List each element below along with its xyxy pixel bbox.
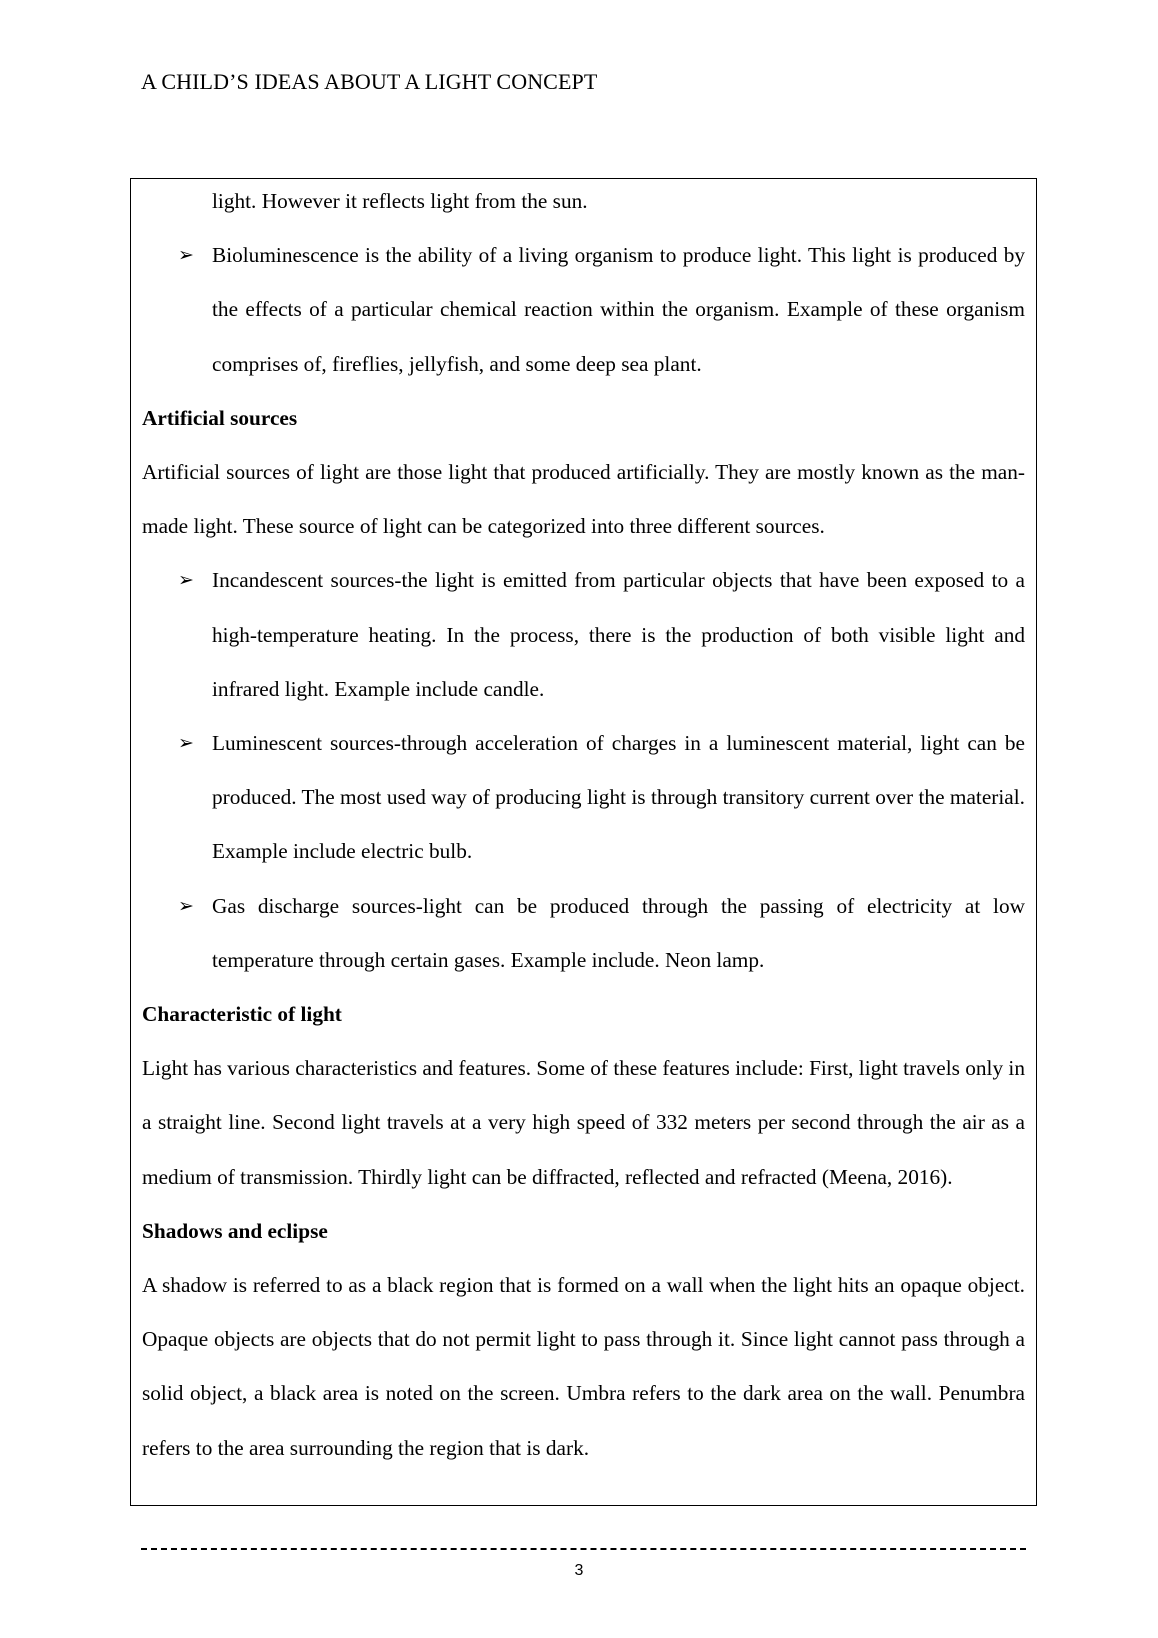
paragraph-shadows: A shadow is referred to as a black region that is formed on a wall when the light hits an opaque object. Opaque objects are objects that do not permit light to pass through it. Since light cannot pass through a solid object, a black area is noted on the screen. Umbra refers to the dark area on the wall. Penumbra refers to the area surrounding the region that is dark. [142,1273,1025,1460]
arrow-bullet-icon: ➢ [178,569,194,592]
content-frame [130,178,1037,1506]
footer-dashed-rule [141,1548,1026,1550]
paragraph-characteristics: Light has various characteristics and features. Some of these features include: First, light travels only in a straight line. Second light travels at a very high speed of 332 meters per second through the air as a medium of transmission. Thirdly light can be diffracted, reflected and refracted (Meena, 2016). [142,1056,1025,1189]
bullet-text: Bioluminescence is the ability of a living organism to produce light. This light is produced by the effects of a particular chemical reaction within the organism. Example of these organism comprises of, fireflies, jellyfish, and some deep sea plant. [212,243,1025,376]
bullet-text: Incandescent sources-the light is emitted from particular objects that have been exposed to a high-temperature heating. In the process, there is the production of both visible light and infrared light. Example include candle. [212,568,1025,701]
heading-shadows-and-eclipse: Shadows and eclipse [142,1218,328,1243]
bullet-item-bioluminescence [142,228,1025,391]
heading-artificial-sources: Artificial sources [142,405,298,430]
bullet-text: Gas discharge sources-light can be produced through the passing of electricity at low temperature through certain gases. Example include. Neon lamp. [212,893,1025,972]
arrow-bullet-icon: ➢ [178,732,194,755]
running-header: A CHILD’S IDEAS ABOUT A LIGHT CONCEPT [141,69,598,94]
paragraph-artificial-intro: Artificial sources of light are those light that produced artificially. They are mostly known as the man-made light. These source of light can be categorized into three different sources. [142,460,1025,539]
bullet-item-incandescent [142,553,1025,716]
continuation-line: light. However it reflects light from the sun. [212,189,588,213]
document-body [142,178,1025,1475]
bullet-text: Luminescent sources-through acceleration of charges in a luminescent material, light can be produced. The most used way of producing light is through transitory current over the material. Example include electric bulb. [212,731,1025,864]
page-number: 3 [574,1562,584,1579]
arrow-bullet-icon: ➢ [178,894,194,917]
heading-characteristic-of-light: Characteristic of light [142,1002,342,1027]
arrow-bullet-icon: ➢ [178,244,194,267]
bullet-item-gas-discharge [142,879,1025,987]
bullet-item-luminescent [142,716,1025,879]
